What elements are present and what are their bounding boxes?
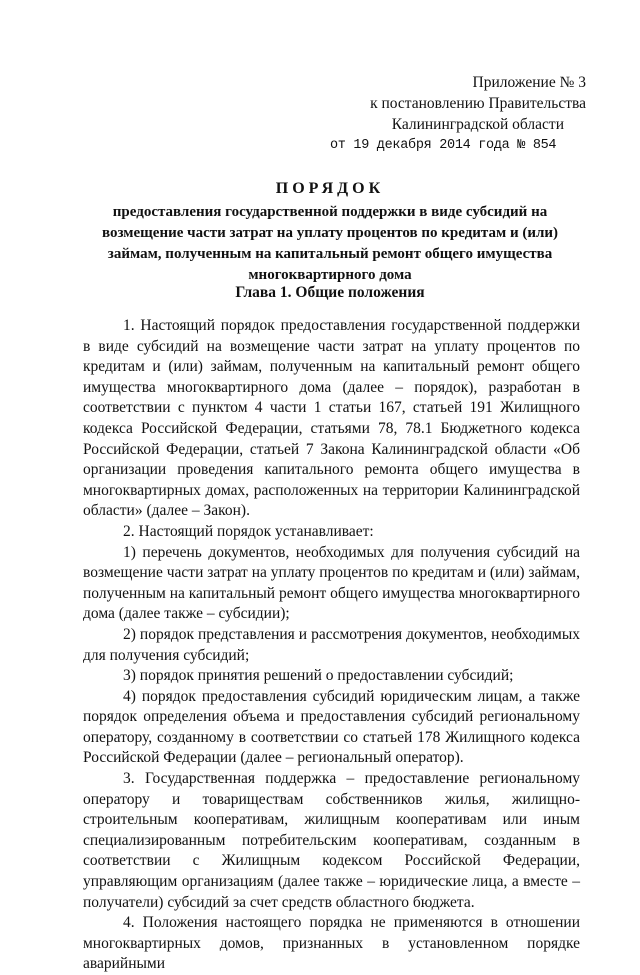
chapter-heading: Глава 1. Общие положения [235,284,425,301]
annex-line-1: Приложение № 3 [472,74,586,91]
paragraph: 4) порядок предоставления субсидий юридическим лицам, а также порядок определения объема и предоставления субсидий региональному оператору, созданному в соответствии со статьей 178 Жилищного кодекса Российской Федерации (далее – региональный оператор). [83,687,580,767]
document-body [83,316,580,975]
document-title [80,180,580,286]
paragraph: 1. Настоящий порядок предоставления государственной поддержки в виде субсидий на возмещение части затрат на уплату процентов по кредитам и (или) займам, полученным на капитальный ремонт общего имущества многоквартирного дома (далее – порядок), разработан в соответствии с пунктом 4 части 1 статьи 167, статьей 191 Жилищного кодекса Российской Федерации, статьями 78, 78.1 Бюджетного кодекса Российской Федерации, статьей 7 Закона Калининградской области «Об организации проведения капитального ремонта общего имущества в многоквартирных домах, расположенных на территории Калининградской области» (далее – Закон). [83,317,580,520]
annex-header [300,72,600,156]
annex-line-2: к постановлению Правительства [370,95,586,112]
title-heading: ПОРЯДОК [275,180,385,197]
paragraph: 3. Государственная поддержка – предоставление региональному оператору и товариществам собственников жилья, жилищно-строительным кооперативам, жилищным кооперативам или иным специализированным потребительским кооперативам, созданным в соответствии с Жилищным кодексом Российской Федерации, управляющим организациям (далее также – юридические лица, а вместе – получатели) субсидий за счет средств областного бюджета. [83,770,580,911]
annex-date-line: от 19 декабря 2014 года № 854 [330,138,557,153]
paragraph: 2) порядок представления и рассмотрения документов, необходимых для получения субсидий; [83,625,580,664]
annex-line-3: Калининградской области [391,116,564,133]
paragraph: 2. Настоящий порядок устанавливает: [123,522,374,540]
paragraph: 1) перечень документов, необходимых для получения субсидий на возмещение части затрат на уплату процентов по кредитам и (или) займам, полученным на капитальный ремонт общего имущества многоквартирного дома (далее также – субсидии); [83,543,580,623]
paragraph: 3) порядок принятия решений о предоставлении субсидий; [123,667,514,685]
paragraph: 4. Положения настоящего порядка не применяются в отношении многоквартирных домов, признанных в установленном порядке аварийными [83,914,580,973]
title-subtitle: предоставления государственной поддержки в виде субсидий на возмещение части затрат на уплату процентов по кредитам и (или) займам, полученным на капитальный ремонт общего имущества многоквартирного дома [101,204,559,283]
